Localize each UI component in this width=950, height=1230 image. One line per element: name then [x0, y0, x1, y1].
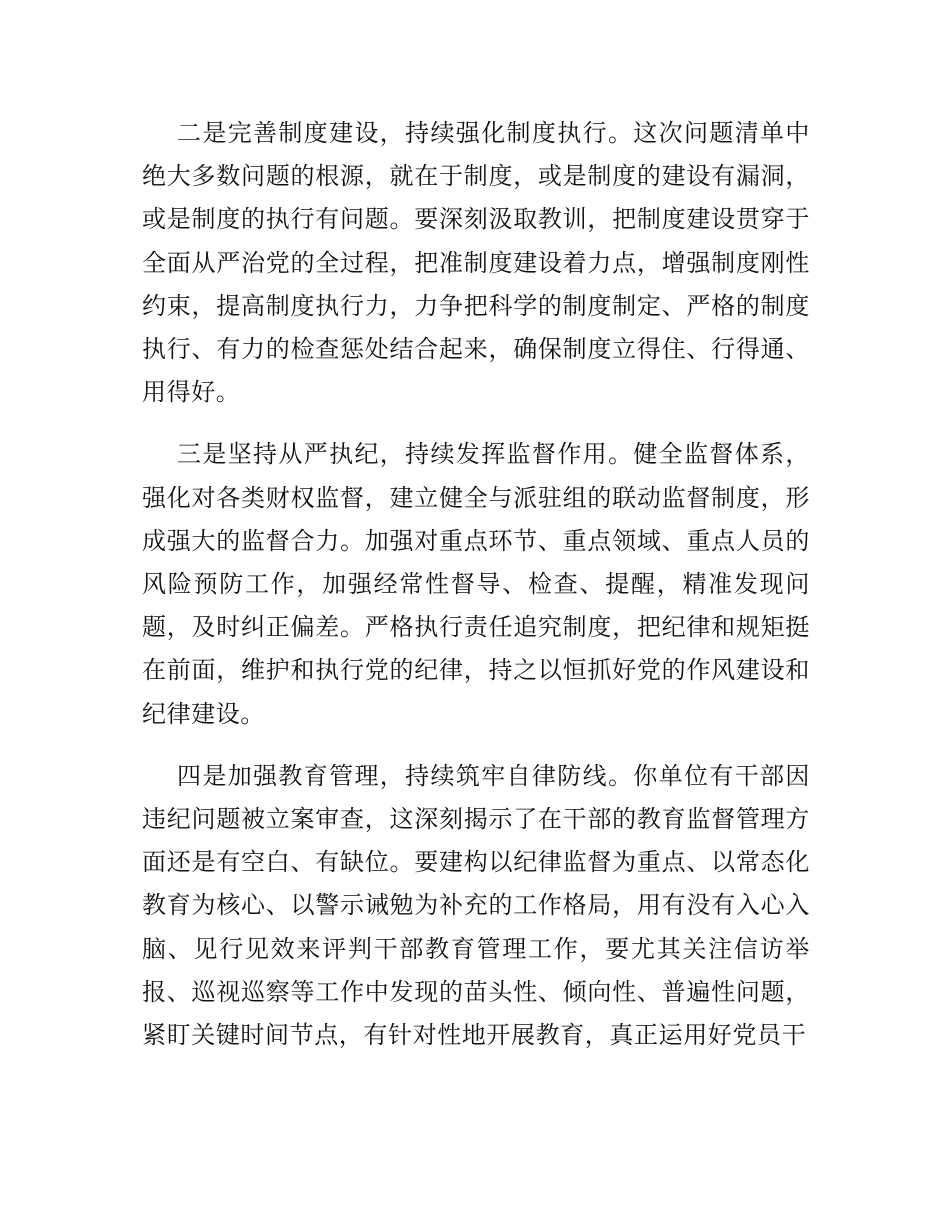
paragraph-improve-system-building: 二是完善制度建设，持续强化制度执行。这次问题清单中绝大多数问题的根源，就在于制度，或是制度的建设有漏洞，或是制度的执行有问题。要深刻汲取教训，把制度建设贯穿于全面从严治党的全过程，把准制度建设着力点，增强制度刚性约束，提高制度执行力，力争把科学的制度制定、严格的制度执行、有力的检查惩处结合起来，确保制度立得住、行得通、用得好。 — [142, 119, 810, 407]
paragraph-education-management: 四是加强教育管理，持续筑牢自律防线。你单位有干部因违纪问题被立案审查，这深刻揭示了在干部的教育监督管理方面还是有空白、有缺位。要建构以纪律监督为重点、以常态化教育为核心、以警示诫勉为补充的工作格局，用有没有入心入脑、见行见效来评判干部教育管理工作，要尤其关注信访举报、巡视巡察等工作中发现的苗头性、倾向性、普遍性问题，紧盯关键时间节点，有针对性地开展教育，真正运用好党员干 — [142, 761, 810, 1050]
paragraph-strict-discipline-supervision: 三是坚持从严执纪，持续发挥监督作用。健全监督体系，强化对各类财权监督，建立健全与派驻组的联动监督制度，形成强大的监督合力。加强对重点环节、重点领域、重点人员的风险预防工作，加强经常性督导、检查、提醒，精准发现问题，及时纠正偏差。严格执行责任追究制度，把纪律和规矩挺在前面，维护和执行党的纪律，持之以恒抓好党的作风建设和纪律建设。 — [142, 440, 810, 728]
document-body — [142, 112, 810, 1057]
